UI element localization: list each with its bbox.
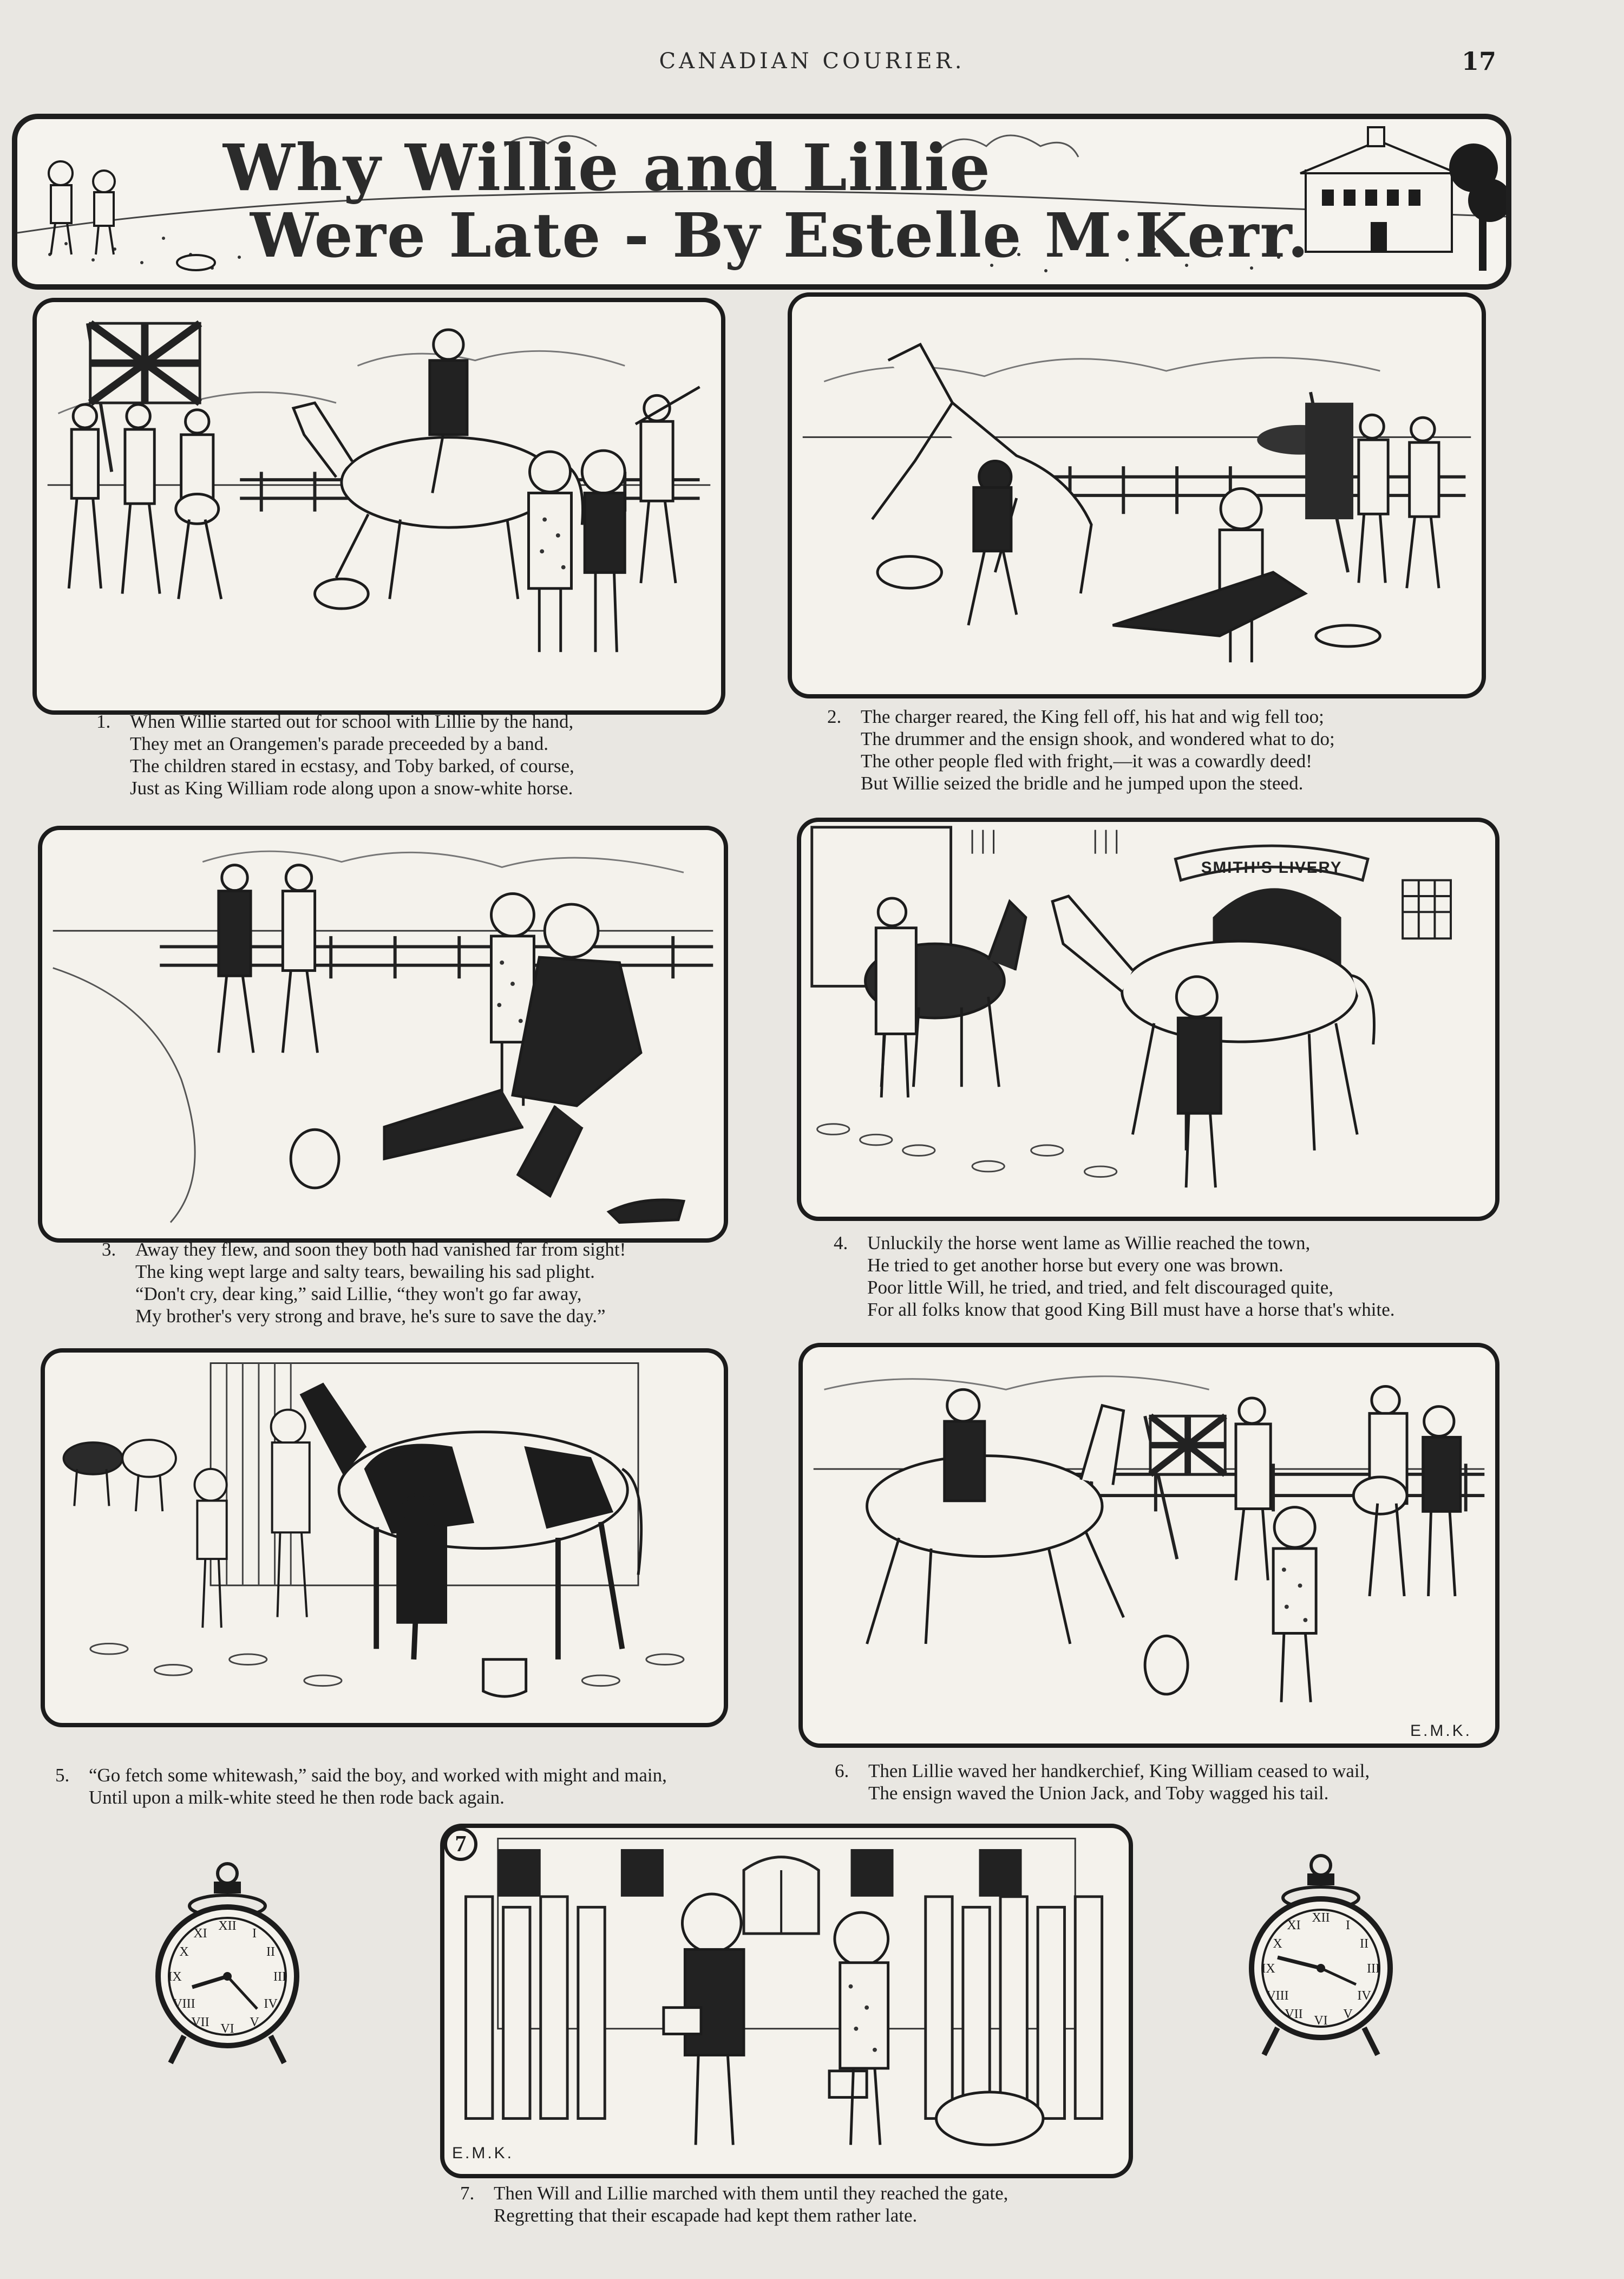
svg-text:II: II: [1360, 1937, 1368, 1951]
panel-6-number: 6.: [835, 1760, 849, 1781]
panel-4-caption: [834, 1232, 1505, 1321]
running-head: CANADIAN COURIER.: [659, 49, 965, 74]
panel-2-line-3: The other people fled with fright,—it was a cowardly deed!: [861, 750, 1312, 772]
panel-1-caption: [96, 710, 735, 799]
panel-7-initials: E.M.K.: [452, 2144, 514, 2162]
panel-2-line-1: The charger reared, the King fell off, his hat and wig fell too;: [861, 706, 1324, 727]
panel-7-number: 7.: [460, 2183, 475, 2204]
panel-4-line-3: Poor little Will, he tried, and tried, and felt discouraged quite,: [867, 1277, 1334, 1298]
svg-text:III: III: [1367, 1962, 1380, 1976]
svg-text:I: I: [252, 1927, 257, 1941]
panel-4-line-1: Unluckily the horse went lame as Willie reached the town,: [867, 1232, 1311, 1253]
livery-sign: SMITH'S LIVERY: [1201, 859, 1343, 877]
panel-2-number: 2.: [827, 706, 842, 727]
panel-2-caption: [827, 706, 1477, 794]
panel-1-line-2: They met an Orangemen's parade preceeded by a band.: [130, 733, 549, 754]
panel-4-line-2: He tried to get another horse but every one was brown.: [867, 1255, 1284, 1276]
panel-4-line-4: For all folks know that good King Bill must have a horse that's white.: [867, 1299, 1395, 1320]
svg-text:X: X: [1273, 1937, 1282, 1951]
panel-1-line-3: The children stared in ecstasy, and Toby barked, of course,: [130, 755, 574, 776]
svg-text:IX: IX: [168, 1970, 182, 1984]
panel-4-illustration: [797, 818, 1499, 1221]
svg-text:I: I: [1346, 1918, 1350, 1932]
title-line-1: Why Willie and Lillie: [223, 130, 992, 205]
svg-text:XII: XII: [1312, 1911, 1330, 1925]
svg-text:XII: XII: [218, 1919, 237, 1933]
svg-text:V: V: [250, 2015, 259, 2029]
panel-7-illustration: [440, 1824, 1133, 2178]
panel-3-illustration: [38, 826, 728, 1243]
svg-text:IV: IV: [264, 1997, 278, 2011]
title-banner: [12, 114, 1511, 290]
panel-7-badge: 7: [444, 1827, 477, 1861]
title-line-2: Were Late - By Estelle M·Kerr.: [250, 200, 1310, 271]
svg-text:X: X: [179, 1945, 189, 1959]
alarm-clock-right-icon: [1248, 1849, 1394, 2066]
svg-text:VII: VII: [191, 2015, 209, 2029]
panel-6-line-2: The ensign waved the Union Jack, and Toby wagged his tail.: [868, 1782, 1329, 1804]
panel-1-illustration: [32, 298, 725, 715]
panel-3-line-3: “Don't cry, dear king,” said Lillie, “they won't go far away,: [135, 1283, 582, 1304]
panel-1-number: 1.: [96, 711, 111, 732]
panel-3-number: 3.: [102, 1239, 116, 1260]
svg-text:VI: VI: [1314, 2014, 1328, 2028]
panel-6-illustration: [798, 1343, 1499, 1748]
panel-1-line-4: Just as King William rode along upon a snow-white horse.: [130, 778, 573, 799]
svg-text:VIII: VIII: [173, 1997, 195, 2011]
svg-text:VI: VI: [220, 2022, 234, 2036]
panel-3-line-1: Away they flew, and soon they both had vanished far from sight!: [135, 1239, 626, 1260]
svg-text:XI: XI: [193, 1927, 207, 1941]
alarm-clock-left-icon: [154, 1857, 300, 2074]
panel-7-line-2: Regretting that their escapade had kept them rather late.: [494, 2205, 918, 2226]
panel-3-line-2: The king wept large and salty tears, bewailing his sad plight.: [135, 1261, 595, 1282]
panel-3-caption: [102, 1238, 735, 1327]
panel-5-caption: [55, 1764, 759, 1808]
panel-7-line-1: Then Will and Lillie marched with them until they reached the gate,: [494, 2183, 1009, 2204]
svg-text:VII: VII: [1285, 2007, 1303, 2021]
panel-2-line-4: But Willie seized the bridle and he jumped upon the steed.: [861, 773, 1304, 794]
panel-1-line-1: When Willie started out for school with Lillie by the hand,: [130, 711, 574, 732]
panel-5-line-2: Until upon a milk-white steed he then rode back again.: [89, 1787, 505, 1808]
svg-text:VIII: VIII: [1266, 1989, 1289, 2003]
panel-5-number: 5.: [55, 1765, 70, 1786]
panel-7-caption: [460, 2182, 1142, 2226]
svg-text:XI: XI: [1287, 1918, 1301, 1932]
svg-text:III: III: [273, 1970, 286, 1984]
panel-2-illustration: [788, 292, 1486, 698]
panel-6-caption: [835, 1760, 1495, 1804]
svg-text:II: II: [266, 1945, 275, 1959]
panel-6-initials: E.M.K.: [1410, 1722, 1472, 1740]
panel-6-line-1: Then Lillie waved her handkerchief, King William ceased to wail,: [868, 1760, 1370, 1781]
svg-text:V: V: [1343, 2007, 1353, 2021]
panel-5-illustration: [41, 1348, 728, 1727]
svg-text:IV: IV: [1357, 1989, 1371, 2003]
panel-5-line-1: “Go fetch some whitewash,” said the boy, and worked with might and main,: [89, 1765, 667, 1786]
panel-2-line-2: The drummer and the ensign shook, and wondered what to do;: [861, 728, 1335, 749]
panel-4-number: 4.: [834, 1232, 848, 1253]
page-number: 17: [1462, 47, 1497, 76]
svg-text:IX: IX: [1261, 1962, 1275, 1976]
panel-3-line-4: My brother's very strong and brave, he's sure to save the day.”: [135, 1305, 606, 1327]
